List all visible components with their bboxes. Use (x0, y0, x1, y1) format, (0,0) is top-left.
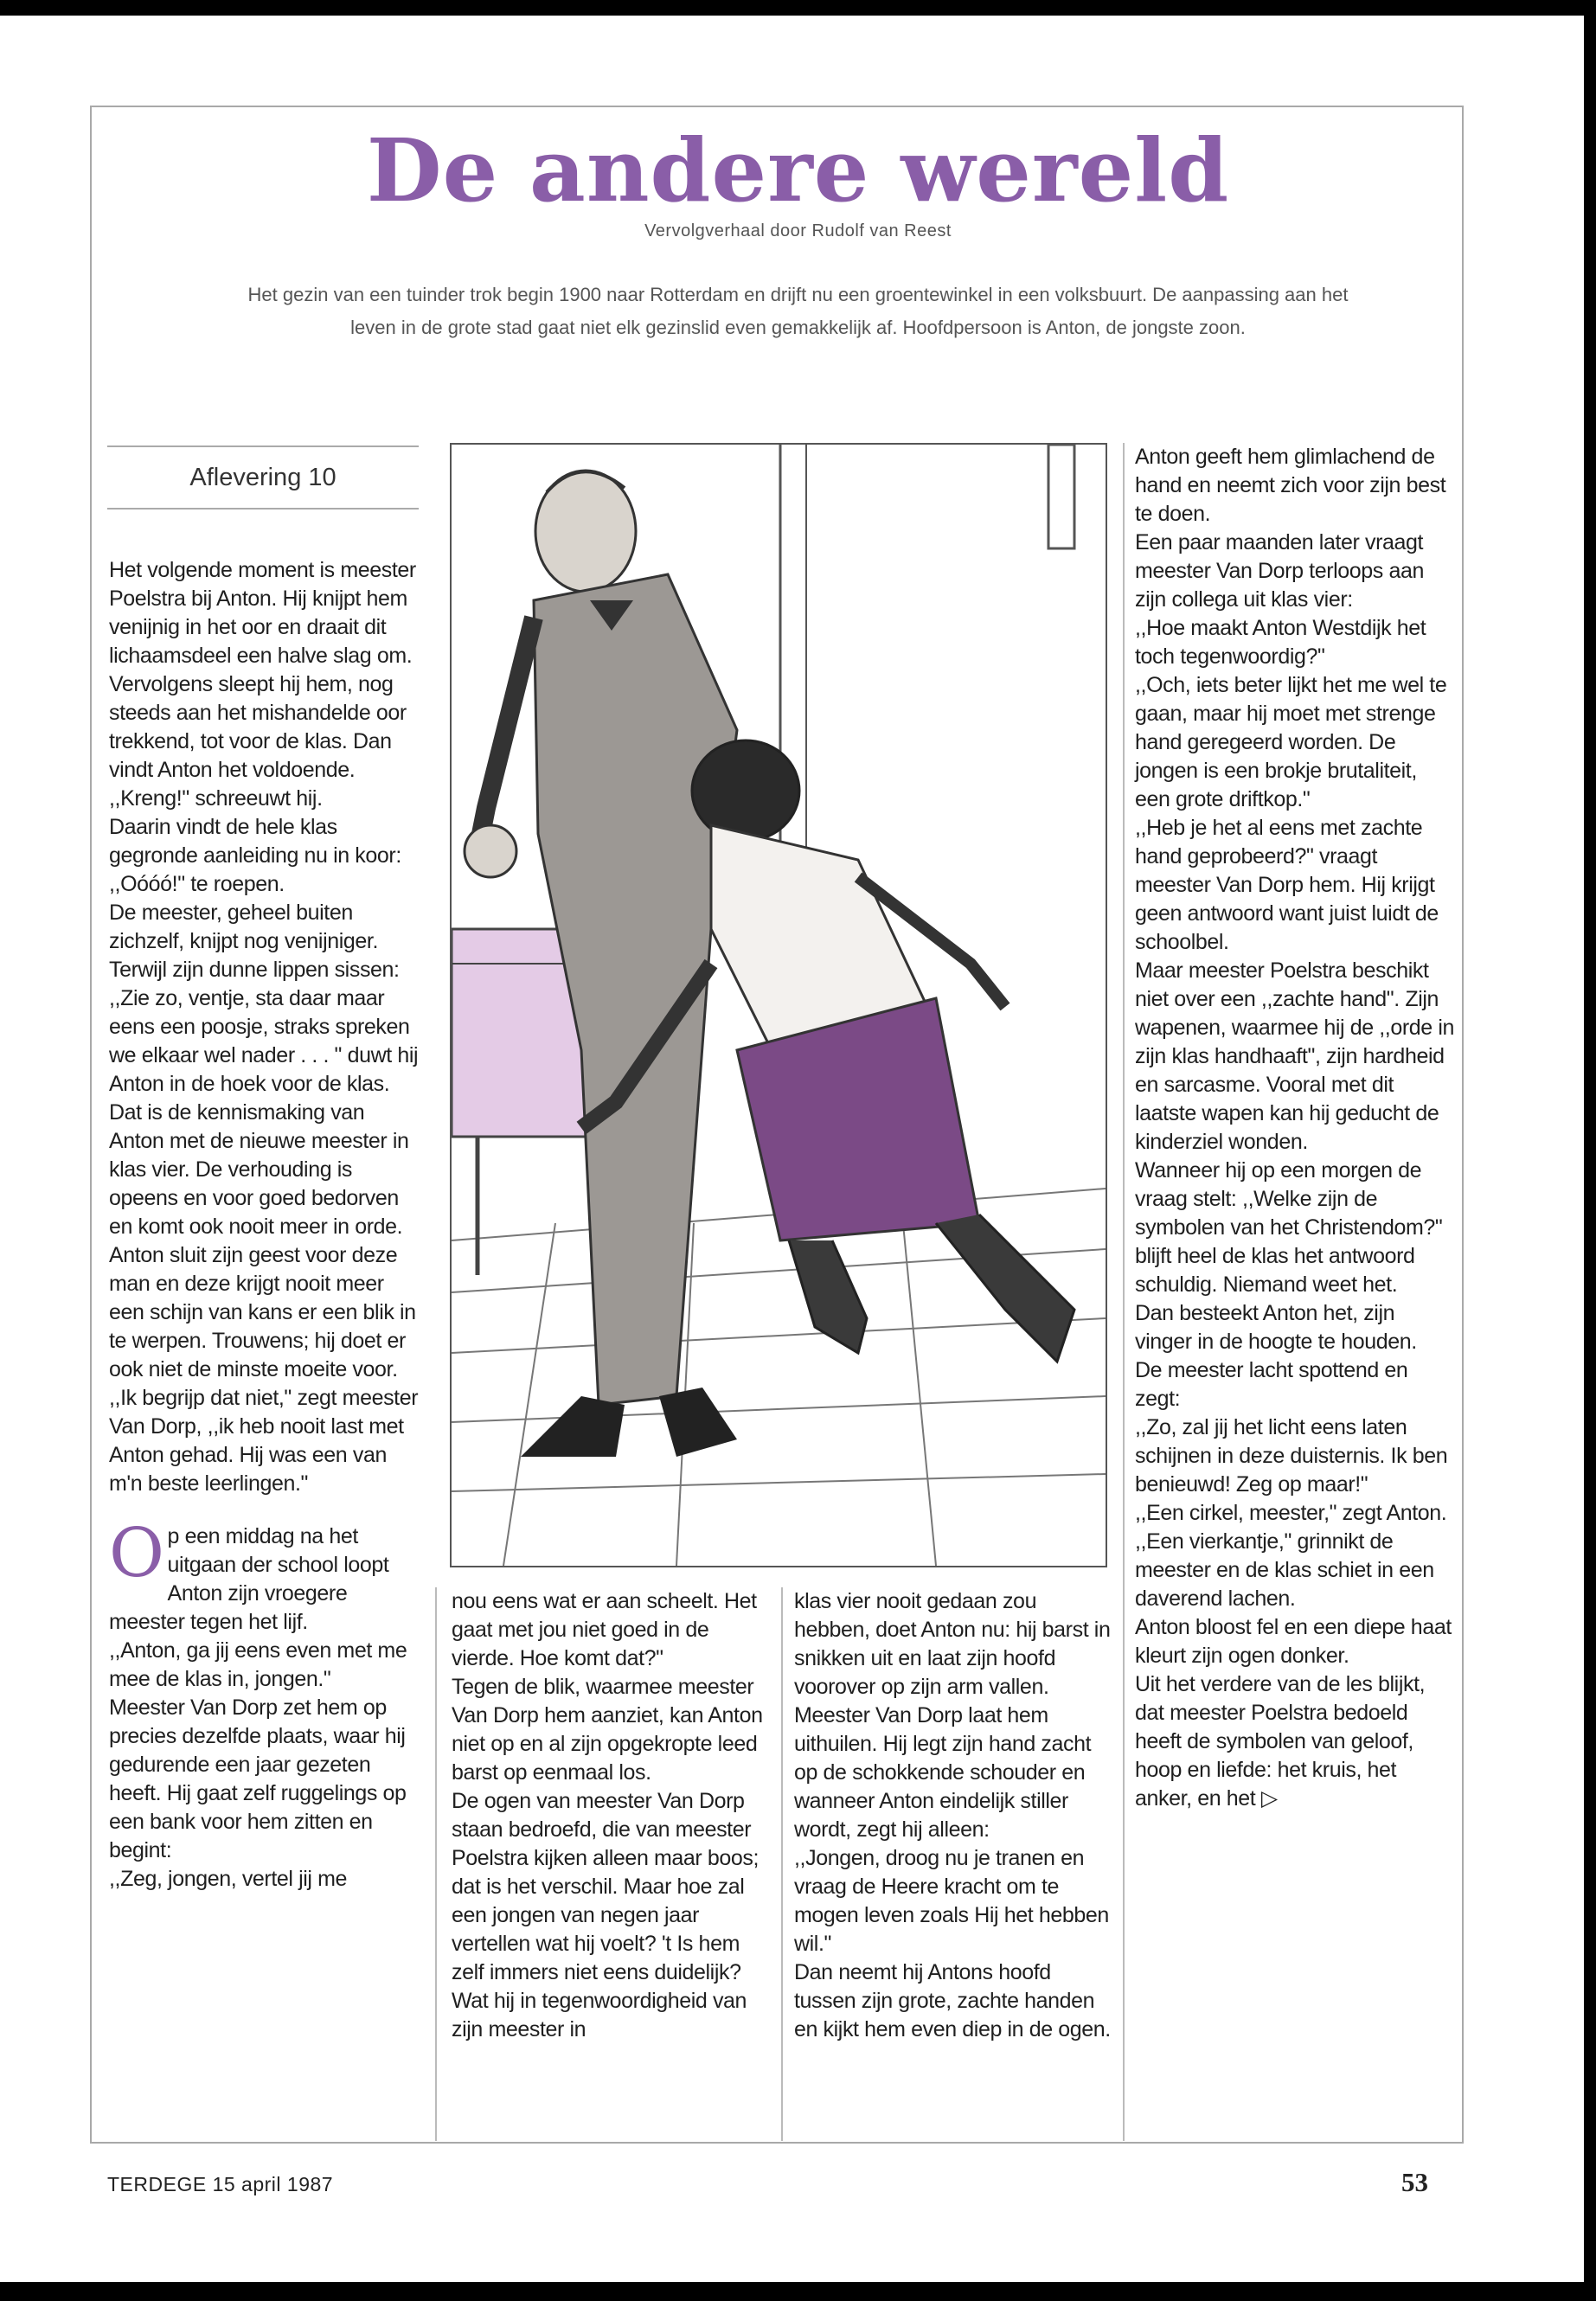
story-illustration (450, 443, 1107, 1567)
paragraph: ,,Hoe maakt Anton Westdijk het toch tegenwoordig?" (1135, 616, 1426, 669)
article-intro: Het gezin van een tuinder trok begin 1900 naar Rotterdam en drijft nu een groentewinkel in een volksbuurt. De aanpassing aan het leven in de grote stad gaat niet elk gezinslid even gemakkelijk af. Hoofdpersoon is Anton, de jongste zoon. (247, 284, 1349, 338)
paragraph: ,,Een vierkantje," grinnikt de meester en de klas schiet in een daverend lachen. (1135, 1529, 1434, 1611)
paragraph: Uit het verdere van de les blijkt, dat meester Poelstra bedoeld heeft de symbolen van geloof, hoop en liefde: het kruis, het anker, en het ▷ (1135, 1672, 1426, 1811)
paragraph: Meester Van Dorp zet hem op precies dezelfde plaats, waar hij gedurende een jaar gezeten heeft. Hij gaat zelf ruggelings op een bank voor hem zitten en begint: (109, 1695, 407, 1862)
paragraph: klas vier nooit gedaan zou hebben, doet Anton nu: hij barst in snikken uit en laat zijn hoofd voorover op zijn arm vallen. (794, 1589, 1111, 1699)
drop-cap: O (109, 1515, 164, 1593)
page-top-edge (0, 0, 1596, 16)
paragraph: ,,Jongen, droog nu je tranen en vraag de Heere kracht om te mogen leven zoals Hij het hebben wil." (794, 1846, 1109, 1956)
paragraph: nou eens wat er aan scheelt. Het gaat met jou niet goed in de vierde. Hoe komt dat?" (452, 1589, 757, 1670)
text-column-1 (109, 556, 420, 1894)
paragraph: Tegen de blik, waarmee meester Van Dorp hem aanziet, kan Anton niet op en al zijn opgekropte leed barst op eenmaal los. (452, 1675, 763, 1785)
page-right-edge (1584, 0, 1596, 2301)
paragraph: Dan neemt hij Antons hoofd tussen zijn grote, zachte handen en kijkt hem even diep in de ogen. (794, 1960, 1111, 2041)
column-divider (435, 1587, 437, 2141)
text-column-3 (794, 1587, 1116, 2044)
window-frame (1048, 445, 1074, 548)
paragraph: Anton geeft hem glimlachend de hand en neemt zich voor zijn best te doen. (1135, 445, 1446, 526)
illustration-drawing (452, 445, 1106, 1566)
paragraph: Meester Van Dorp laat hem uithuilen. Hij legt zijn hand zacht op de schokkende schouder en wanneer Anton eindelijk stiller wordt, zegt hij alleen: (794, 1703, 1092, 1842)
paragraph-text: p een middag na het uitgaan der school loopt Anton zijn vroegere meester tegen het lijf. (109, 1524, 389, 1634)
paragraph: Het volgende moment is meester Poelstra bij Anton. Hij knijpt hem venijnig in het oor en draait dit lichaamsdeel een halve slag om. Vervolgens sleept hij hem, nog steeds aan het mishandelde oor trekkend, tot voor de klas. Dan vindt Anton het voldoende. (109, 558, 416, 782)
paragraph: ,,Kreng!" schreeuwt hij. (109, 786, 323, 811)
paragraph: ,,Zo, zal jij het licht eens laten schijnen in deze duisternis. Ik ben benieuwd! Zeg op maar!" (1135, 1415, 1448, 1497)
publication-footer: TERDEGE 15 april 1987 (107, 2173, 334, 2195)
paragraph: Dat is de kennismaking van Anton met de nieuwe meester in klas vier. De verhouding is opeens en voor goed bedorven en komt ook nooit meer in orde. Anton sluit zijn geest voor deze man en deze krijgt nooit meer een schijn van kans er een blik in te werpen. Trouwens; hij doet er ook niet de minste moeite voor. (109, 1100, 416, 1381)
paragraph: ,,Heb je het al eens met zachte hand geprobeerd?" vraagt meester Van Dorp hem. Hij krijgt geen antwoord want juist luidt de schoolbel. (1135, 816, 1439, 954)
paragraph: Dan besteekt Anton het, zijn vinger in de hoogte te houden. (1135, 1301, 1417, 1354)
page-bottom-edge (0, 2282, 1596, 2301)
page-number: 53 (1401, 2167, 1428, 2197)
paragraph: De meester lacht spottend en zegt: (1135, 1358, 1408, 1411)
paragraph: Maar meester Poelstra beschikt niet over een ,,zachte hand". Zijn wapenen, waarmee hij de ,,orde in zijn klas handhaaft", zijn hardheid en sarcasme. Vooral met dit laatste wapen kan hij geducht de kinderziel wonden. (1135, 958, 1454, 1154)
paragraph: Wanneer hij op een morgen de vraag stelt: ,,Welke zijn de symbolen van het Christendom?" blijft heel de klas het antwoord schuldig. Niemand weet het. (1135, 1158, 1443, 1297)
column-divider (781, 1587, 783, 2141)
paragraph: De ogen van meester Van Dorp staan bedroefd, die van meester Poelstra kijken alleen maar boos; dat is het verschil. Maar hoe zal een jongen van negen jaar vertellen wat hij voelt? 't Is hem zelf immers niet eens duidelijk? Wat hij in tegenwoordigheid van zijn meester in (452, 1789, 760, 2041)
paragraph-with-dropcap (109, 1515, 420, 1637)
paragraph: Daarin vindt de hele klas gegronde aanleiding nu in koor: ,,Oóóó!" te roepen. (109, 815, 401, 896)
paragraph: ,,Och, iets beter lijkt het me wel te gaan, maar hij moet met strenge hand geregeerd worden. De jongen is een brokje brutaliteit, een grote driftkop." (1135, 673, 1447, 811)
text-column-2 (452, 1587, 772, 2044)
paragraph: De meester, geheel buiten zichzelf, knijpt nog venijniger. Terwijl zijn dunne lippen sissen: ,,Zie zo, ventje, sta daar maar eens een poosje, straks spreken we elkaar wel nader . . . " duwt hij Anton in de hoek voor de klas. (109, 901, 419, 1096)
paragraph: Een paar maanden later vraagt meester Van Dorp terloops aan zijn collega uit klas vier: (1135, 530, 1424, 612)
column-divider (1123, 443, 1125, 2141)
paragraph: Anton bloost fel en een diepe haat kleurt zijn ogen donker. (1135, 1615, 1452, 1668)
episode-label: Aflevering 10 (107, 445, 419, 510)
paragraph: ,,Ik begrijp dat niet," zegt meester Van Dorp, ,,ik heb nooit last met Anton gehad. Hij was een van m'n beste leerlingen." (109, 1386, 419, 1496)
article-byline: Vervolgverhaal door Rudolf van Reest (644, 221, 952, 240)
article-title: De andere wereld (366, 119, 1230, 221)
text-column-4 (1135, 443, 1457, 1813)
paragraph: ,,Anton, ga jij eens even met me mee de klas in, jongen." (109, 1638, 407, 1691)
paragraph: ,,Een cirkel, meester," zegt Anton. (1135, 1501, 1447, 1525)
paragraph: ,,Zeg, jongen, vertel jij me (109, 1867, 348, 1891)
